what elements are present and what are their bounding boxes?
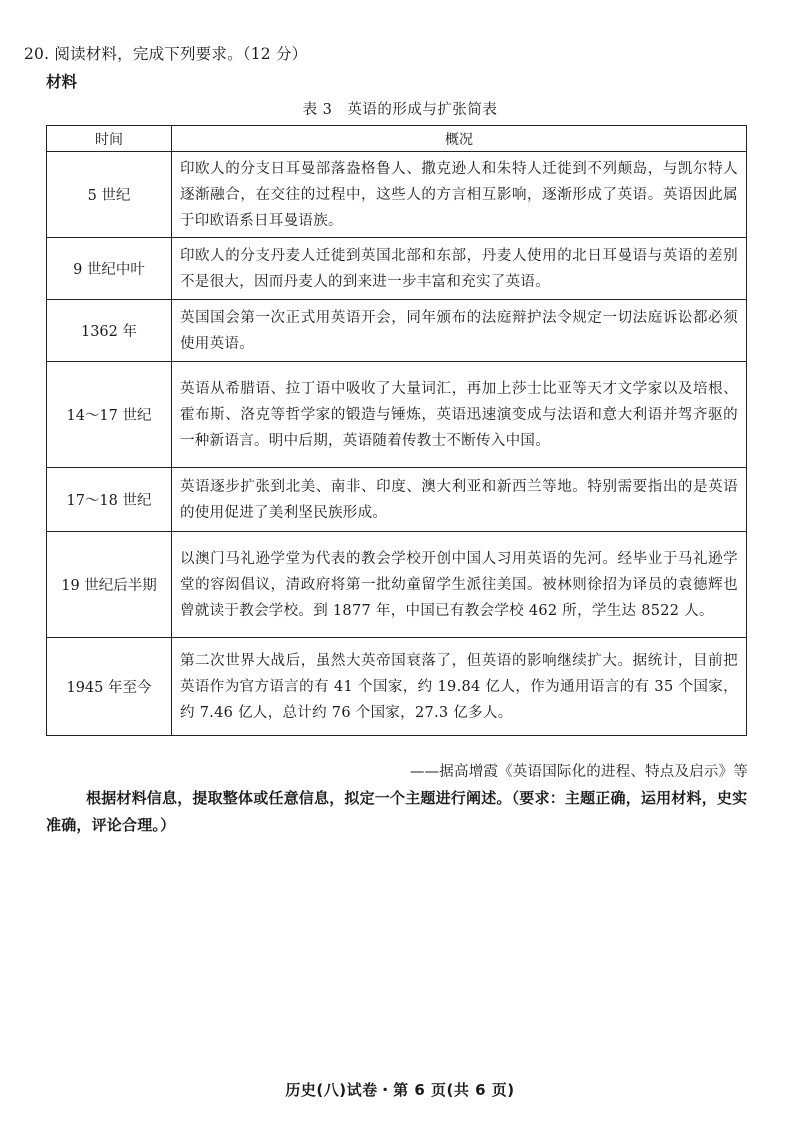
table-header-row <box>47 126 747 152</box>
question-header: 20. 阅读材料，完成下列要求。（12 分） <box>24 45 308 63</box>
source-citation: ——据高增霞《英语国际化的进程、特点及启示》等 <box>409 764 748 780</box>
table-row <box>47 638 747 736</box>
header-time: 时间 <box>47 126 172 152</box>
table-row <box>47 238 747 300</box>
time-cell: 14～17 世纪 <box>47 362 172 468</box>
header-overview: 概况 <box>172 126 747 152</box>
table-row <box>47 468 747 532</box>
time-cell: 9 世纪中叶 <box>47 238 172 300</box>
page-footer: 历史(八)试卷・第 6 页(共 6 页) <box>285 1081 515 1099</box>
question-instruction: 根据材料信息，提取整体或任意信息，拟定一个主题进行阐述。（要求：主题正确，运用材料，史实准确，评论合理。） <box>46 789 748 834</box>
time-cell: 5 世纪 <box>47 152 172 238</box>
overview-cell: 英语逐步扩张到北美、南非、印度、澳大利亚和新西兰等地。特别需要指出的是英语的使用促进了美利坚民族形成。 <box>172 468 747 532</box>
overview-cell: 以澳门马礼逊学堂为代表的教会学校开创中国人习用英语的先河。经毕业于马礼逊学堂的容闳倡议，清政府将第一批幼童留学生派往美国。被林则徐招为译员的袁德辉也曾就读于教会学校。到 1877 年，中国已有教会学校 462 所，学生达 8522 人。 <box>172 532 747 638</box>
overview-cell: 英语从希腊语、拉丁语中吸收了大量词汇，再加上莎士比亚等天才文学家以及培根、霍布斯、洛克等哲学家的锻造与锤炼，英语迅速演变成与法语和意大利语并驾齐驱的一种新语言。明中后期，英语随着传教士不断传入中国。 <box>172 362 747 468</box>
time-cell: 17～18 世纪 <box>47 468 172 532</box>
table-row <box>47 152 747 238</box>
table-caption: 表 3 英语的形成与扩张简表 <box>302 102 498 118</box>
table-row <box>47 532 747 638</box>
history-table <box>46 125 747 736</box>
material-label: 材料 <box>46 73 78 91</box>
table-row <box>47 362 747 468</box>
overview-cell: 印欧人的分支日耳曼部落盎格鲁人、撒克逊人和朱特人迁徙到不列颠岛，与凯尔特人逐渐融合，在交往的过程中，这些人的方言相互影响，逐渐形成了英语。英语因此属于印欧语系日耳曼语族。 <box>172 152 747 238</box>
time-cell: 1362 年 <box>47 300 172 362</box>
overview-cell: 印欧人的分支丹麦人迁徙到英国北部和东部，丹麦人使用的北日耳曼语与英语的差别不是很大，因而丹麦人的到来进一步丰富和充实了英语。 <box>172 238 747 300</box>
overview-cell: 英国国会第一次正式用英语开会，同年颁布的法庭辩护法令规定一切法庭诉讼都必须使用英语。 <box>172 300 747 362</box>
time-cell: 19 世纪后半期 <box>47 532 172 638</box>
time-cell: 1945 年至今 <box>47 638 172 736</box>
overview-cell: 第二次世界大战后，虽然大英帝国衰落了，但英语的影响继续扩大。据统计，目前把英语作为官方语言的有 41 个国家，约 19.84 亿人，作为通用语言的有 35 个国家，约 7.46 亿人，总计约 76 个国家，27.3 亿多人。 <box>172 638 747 736</box>
table-row <box>47 300 747 362</box>
